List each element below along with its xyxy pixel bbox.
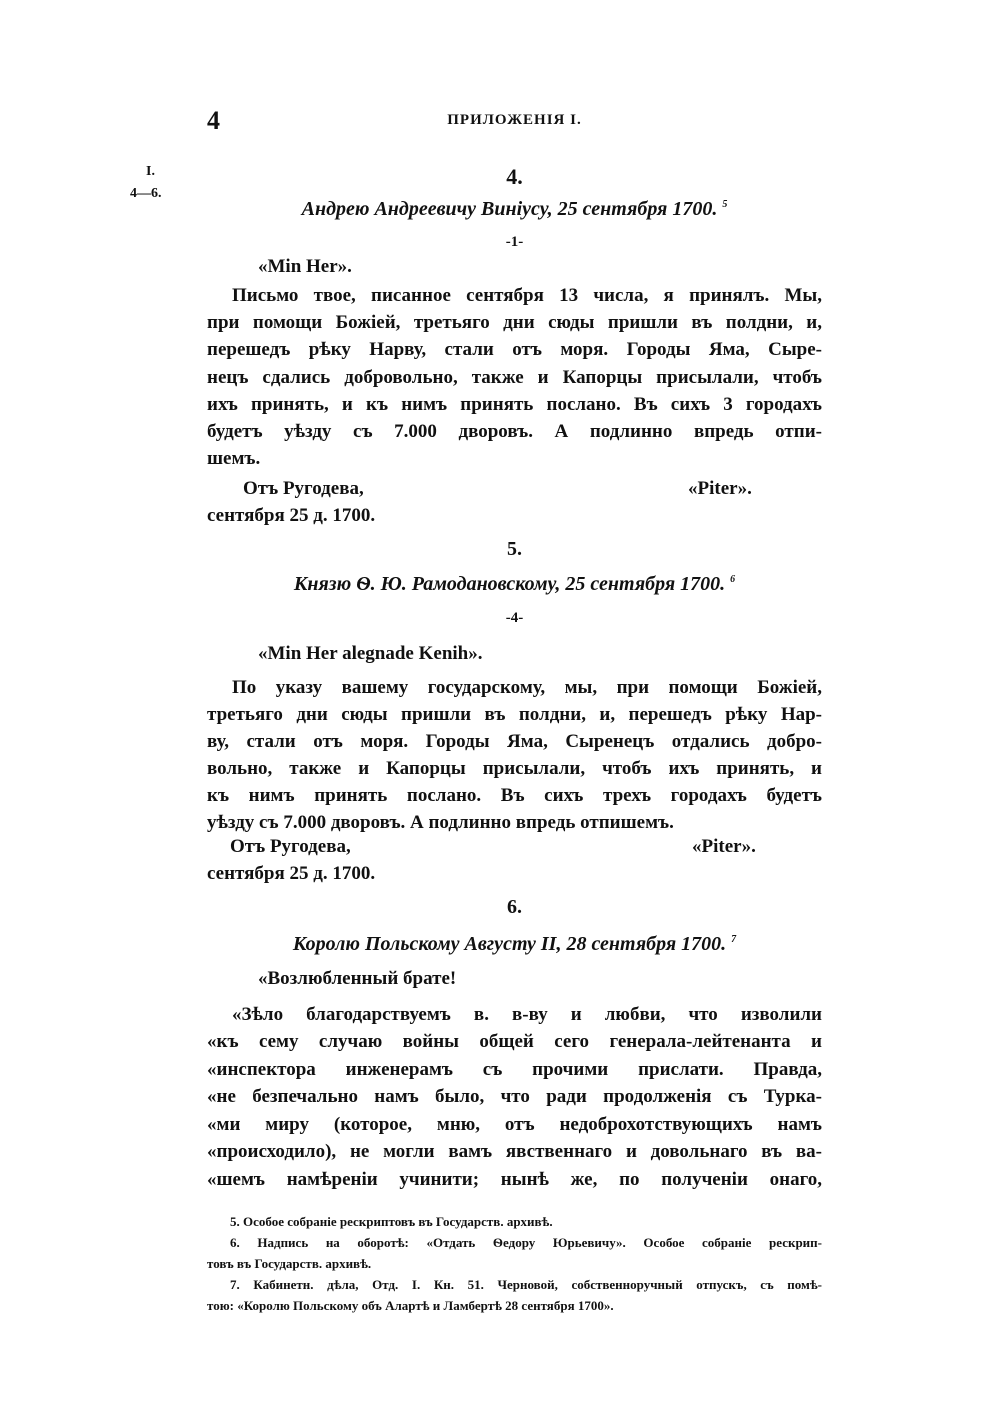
text-line: къ нимъ принять послано. Въ сихъ трехъ городахъ будетъ — [207, 785, 822, 806]
text-line: перешедъ рѣку Нарву, стали отъ моря. Городы Яма, Сыре- — [207, 339, 822, 360]
text-line: при помощи Божіей, третьяго дни сюды пришли въ полдни, и, — [207, 312, 822, 333]
letter-title — [207, 198, 822, 221]
seal-mark: -1- — [505, 234, 524, 250]
letter-title — [207, 573, 822, 596]
text-line: третьяго дни сюды пришли въ полдни, и, перешедъ рѣку Нар- — [207, 704, 822, 725]
text-line: По указу вашему государскому, мы, при помощи Божіей, — [232, 677, 822, 698]
text-line: нецъ сдались добровольно, также и Капорцы присылали, чтобъ — [207, 367, 822, 388]
letter-title — [207, 933, 822, 956]
signature: «Piter». — [692, 836, 756, 857]
signature: «Piter». — [688, 478, 752, 499]
footnote-6-cont: товъ въ Государств. архивѣ. — [207, 1256, 372, 1271]
salutation: «Возлюбленный брате! — [258, 968, 457, 989]
letter-title-text: Королю Польскому Августу II, 28 сентября 1700. — [292, 933, 727, 955]
margin-ref-volume: I. — [146, 164, 155, 179]
letter-title-text: Андрею Андреевичу Виніусу, 25 сентября 1700. — [301, 198, 718, 220]
text-line: «ми миру (которое, мню, отъ недоброхотствующихъ намъ — [207, 1114, 822, 1135]
salutation: «Min Her». — [258, 256, 352, 277]
text-line: ву, стали отъ моря. Городы Яма, Сыренецъ отдались добро- — [207, 731, 822, 752]
text-line: «инспектора инженерамъ съ прочими прислати. Правда, — [207, 1059, 822, 1080]
text-line: вольно, также и Капорцы присылали, чтобъ ихъ принять, и — [207, 758, 822, 779]
text-line: ихъ принять, и къ нимъ принять послано. Въ сихъ 3 городахъ — [207, 394, 822, 415]
letter-number: 5. — [507, 538, 522, 560]
text-line: «къ сему случаю войны общей сего генерала-лейтенанта и — [207, 1031, 822, 1052]
footnote-6: 6. Надпись на оборотѣ: «Отдать Ѳедору Юрьевичу». Особое собраніе рескрип- — [230, 1235, 822, 1250]
margin-ref-range: 4—6. — [130, 186, 162, 201]
text-line: шемъ. — [207, 448, 261, 469]
place-line: Отъ Ругодева, — [230, 836, 351, 857]
footnote-mark: 6 — [730, 574, 736, 585]
letter-number: 4. — [506, 164, 523, 189]
text-line: уѣзду съ 7.000 дворовъ. А подлинно впредь отпишемъ. — [207, 812, 674, 833]
page-number: 4 — [207, 106, 220, 135]
letter-title-text: Князю Ѳ. Ю. Рамодановскому, 25 сентября 1700. — [293, 573, 726, 595]
footnote-mark: 5 — [722, 199, 728, 210]
text-line: «происходило), не могли вамъ явственнаго и довольнаго въ ва- — [207, 1141, 822, 1162]
text-line: будетъ уѣзду съ 7.000 дворовъ. А подлинно впредь отпи- — [207, 421, 822, 442]
seal-mark: -4- — [505, 610, 524, 626]
letter-number: 6. — [507, 896, 522, 918]
running-head: ПРИЛОЖЕНІЯ I. — [447, 112, 582, 128]
place-line: Отъ Ругодева, — [243, 478, 364, 499]
footnote-7: 7. Кабинетн. дѣла, Отд. I. Кн. 51. Черновой, собственноручный отпускъ, съ помѣ- — [230, 1277, 822, 1292]
text-line: «шемъ намѣреніи учинити; нынѣ же, по полученіи онаго, — [207, 1169, 822, 1190]
salutation: «Min Her alegnade Kenih». — [258, 643, 483, 664]
text-line: «не безпечально намъ было, что ради продолженія съ Турка- — [207, 1086, 822, 1107]
footnote-7-cont: тою: «Королю Польскому объ Алартѣ и Ламбертѣ 28 сентября 1700». — [207, 1298, 614, 1313]
text-line: «Зѣло благодарствуемъ в. в-ву и любви, что изволили — [232, 1004, 822, 1025]
date-line: сентября 25 д. 1700. — [207, 863, 376, 884]
text-line: Письмо твое, писанное сентября 13 числа, я принялъ. Мы, — [232, 285, 822, 306]
footnote-5: 5. Особое собраніе рескриптовъ въ Государств. архивѣ. — [230, 1214, 553, 1229]
footnote-mark: 7 — [731, 934, 737, 945]
date-line: сентября 25 д. 1700. — [207, 505, 376, 526]
